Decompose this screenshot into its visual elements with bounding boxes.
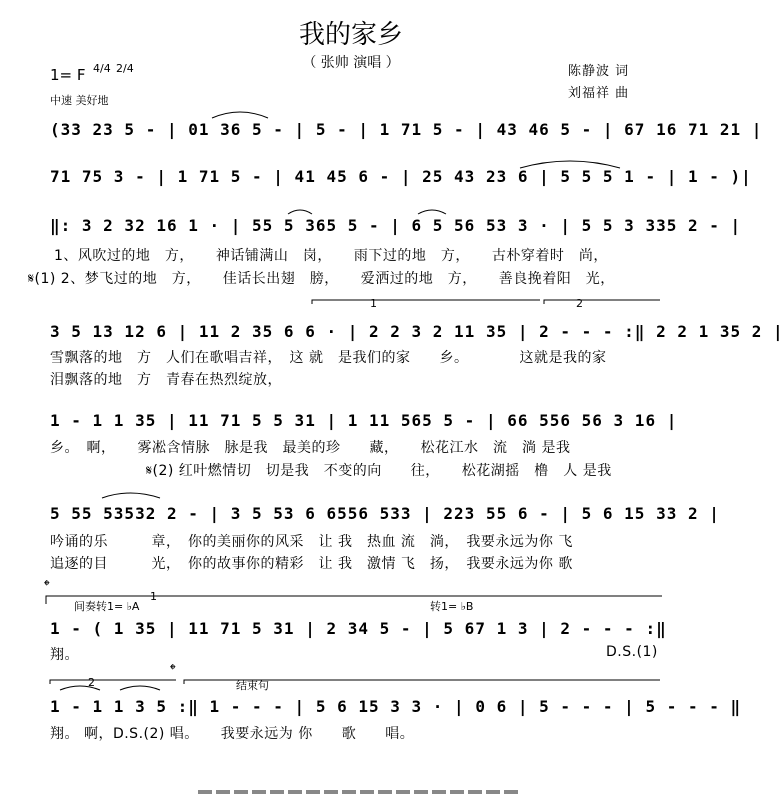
ending-phrase-label: 结束句	[236, 679, 269, 692]
slur-row-2	[520, 161, 620, 168]
lyric-row-4-verse-2: 泪飘落的地 方 青春在热烈绽放，	[50, 372, 282, 388]
lyric-row-6-verse-2: 追逐的目 光， 你的故事你的精彩 让 我 激情 飞 扬， 我要永远为你 歌	[50, 556, 573, 572]
time-signature-1-value: 4/4	[93, 62, 111, 75]
volta-1-label: 1	[370, 297, 377, 310]
time-signature-2-value: 2/4	[116, 62, 134, 75]
volta-2-bracket	[544, 300, 660, 304]
volta-1-bracket	[312, 300, 540, 304]
coda-sign-1: 𝄌	[44, 576, 50, 595]
ds-1-marking: D.S.(1)	[606, 644, 658, 660]
score-row-1: (33 23 5 - | 01 36 5 - | 5 - | 1 71 5 - | 43 46 5 - | 67 16 71 21 |	[50, 120, 763, 139]
slur-row-6	[102, 493, 160, 498]
composer-credit: 刘福祥 曲	[568, 86, 630, 101]
volta-row-7-bracket	[46, 596, 662, 604]
slur-row-3a	[288, 210, 312, 214]
lyricist-credit: 陈静波 词	[568, 64, 630, 79]
tempo-marking: 中速 美好地	[50, 94, 109, 107]
lyric-row-4-verse-1: 雪飘落的地 方 人们在歌唱吉祥， 这 就 是我们的家 乡。 这就是我的家	[50, 350, 607, 366]
lyric-row-3-verse-1: 1、风吹过的地 方， 神话铺满山 岗， 雨下过的地 方， 古朴穿着时 尚，	[54, 248, 608, 264]
interlude-modulation: 间奏转1= ♭A	[74, 600, 140, 613]
lyric-row-5-verse-2: 𝄋(2) 红叶燃情切 切是我 不变的向 往， 松花湖摇 橹 人 是我	[146, 463, 612, 479]
coda-sign-2: 𝄌	[170, 660, 176, 679]
lyric-row-6-verse-1: 吟诵的乐 章， 你的美丽你的风采 让 我 热血 流 淌， 我要永远为你 飞	[50, 534, 573, 550]
key-change-marking: 转1= ♭B	[430, 600, 474, 613]
lyric-row-7: 翔。	[50, 647, 79, 663]
ending-bracket	[184, 680, 660, 684]
score-row-3: ‖: 3 2 32 16 1 · | 55 5 365 5 - | 6 5 56 53 3 · | 5 5 3 335 2 - |	[50, 216, 742, 235]
volta-2-label: 2	[576, 297, 583, 310]
slur-row-8a	[60, 686, 100, 690]
volta-2-label-row-8: 2	[88, 676, 95, 689]
score-row-6: 5 55 53532 2 - | 3 5 53 6 6556 533 | 223 55 6 - | 5 6 15 33 2 |	[50, 504, 720, 523]
key-signature: 1= F	[50, 66, 86, 84]
slur-row-8b	[120, 686, 160, 690]
slur-row-1	[212, 112, 268, 118]
song-title: 我的家乡	[298, 20, 403, 50]
score-row-8: 1 - 1 1 3 5 :‖ 1 - - - | 5 6 15 3 3 · | 0 6 | 5 - - - | 5 - - - ‖	[50, 697, 742, 716]
singer-credit: （ 张帅 演唱 ）	[302, 55, 400, 71]
footer-watermark-stripe	[198, 790, 520, 794]
slur-row-3b	[418, 210, 446, 214]
score-row-2: 71 75 3 - | 1 71 5 - | 41 45 6 - | 25 43 23 6 | 5 5 5 1 - | 1 - )|	[50, 167, 752, 186]
score-row-7: 1 - ( 1 35 | 11 71 5 31 | 2 34 5 - | 5 67 1 3 | 2 - - - :‖	[50, 619, 667, 638]
volta-1-label-row-7: 1	[150, 590, 157, 603]
score-row-5: 1 - 1 1 35 | 11 71 5 5 31 | 1 11 565 5 - | 66 556 56 3 16 |	[50, 411, 678, 430]
volta-row-8-bracket	[50, 680, 176, 684]
lyric-row-8: 翔。 啊，D.S.(2) 唱。 我要永远为 你 歌 唱。	[50, 726, 415, 742]
lyric-row-5-verse-1: 乡。 啊， 雾凇含情脉 脉是我 最美的珍 藏， 松花江水 流 淌 是我	[50, 440, 571, 456]
lyric-row-3-verse-2: 𝄋(1) 2、梦飞过的地 方， 佳话长出翅 膀， 爱洒过的地 方， 善良挽着阳 光，	[28, 271, 615, 287]
score-row-4: 3 5 13 12 6 | 11 2 35 6 6 · | 2 2 3 2 11 35 | 2 - - - :‖ 2 2 1 35 2 |	[50, 322, 784, 341]
